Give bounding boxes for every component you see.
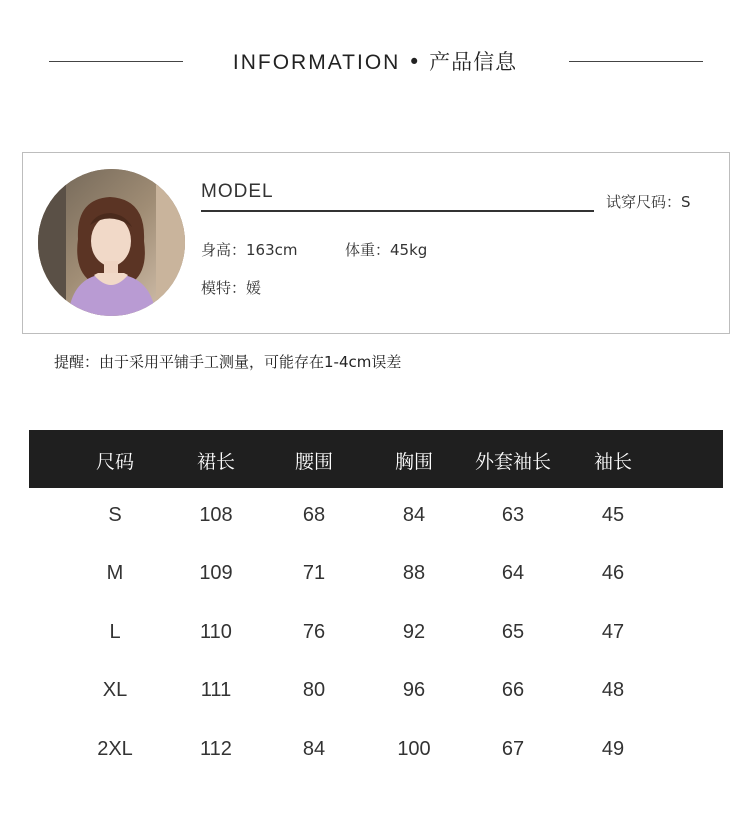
size-table-header — [29, 430, 723, 488]
model-label-underline — [201, 210, 594, 212]
header-divider-right — [569, 61, 703, 62]
table-cell: M — [106, 562, 124, 585]
table-row — [29, 663, 723, 721]
table-cell: 111 — [200, 679, 232, 702]
table-cell: 92 — [402, 620, 426, 643]
header-size: 尺码 — [95, 451, 134, 473]
section-title-separator: • — [408, 50, 422, 74]
model-avatar — [38, 169, 185, 316]
section-title-en: INFORMATION — [232, 51, 401, 74]
table-cell: 47 — [601, 620, 625, 643]
table-row — [29, 546, 723, 604]
table-cell: XL — [102, 679, 128, 702]
model-label: MODEL — [201, 181, 274, 202]
table-cell: 112 — [200, 737, 232, 760]
table-row — [29, 722, 723, 780]
size-table — [29, 430, 723, 780]
table-cell: 71 — [302, 562, 326, 585]
table-cell: 84 — [402, 504, 426, 526]
table-cell: 80 — [302, 679, 326, 702]
header-sleeve: 袖长 — [593, 451, 632, 473]
table-cell: 76 — [302, 620, 326, 643]
model-name: 模特：媛 — [201, 279, 262, 297]
table-cell: 108 — [199, 504, 233, 526]
table-cell: 45 — [601, 504, 625, 526]
table-cell: 64 — [501, 562, 525, 585]
table-cell: 63 — [501, 504, 525, 526]
table-cell: 2XL — [97, 737, 133, 760]
table-cell: 65 — [501, 620, 525, 643]
header-jacket-sleeve: 外套袖长 — [474, 451, 551, 473]
table-cell: 49 — [601, 737, 625, 760]
table-cell: 109 — [199, 562, 233, 585]
table-cell: S — [108, 504, 122, 526]
model-info-card — [22, 152, 730, 334]
table-cell: 48 — [601, 679, 625, 702]
table-cell: 96 — [402, 679, 426, 702]
header-skirt-length: 裙长 — [196, 451, 235, 473]
header-divider-left — [49, 61, 183, 62]
table-cell: 84 — [302, 737, 326, 760]
table-cell: 110 — [200, 620, 232, 643]
model-height: 身高：163cm — [201, 241, 298, 259]
header-bust: 胸围 — [394, 451, 433, 473]
table-cell: 68 — [302, 504, 326, 526]
model-photo — [38, 169, 185, 316]
model-weight: 体重：45kg — [345, 241, 428, 259]
table-row — [29, 605, 723, 663]
section-title-cn: 产品信息 — [429, 50, 518, 74]
table-cell: 88 — [402, 562, 426, 585]
table-row — [29, 488, 723, 546]
table-cell: L — [109, 620, 121, 643]
trial-size: 试穿尺码：S — [606, 193, 691, 211]
header-waist: 腰围 — [294, 451, 333, 473]
table-cell: 67 — [501, 737, 525, 760]
table-cell: 46 — [601, 562, 625, 585]
section-title — [200, 46, 550, 76]
table-cell: 100 — [397, 737, 431, 760]
table-cell: 66 — [501, 679, 525, 702]
measurement-note: 提醒：由于采用平铺手工测量，可能存在1-4cm误差 — [54, 353, 402, 371]
